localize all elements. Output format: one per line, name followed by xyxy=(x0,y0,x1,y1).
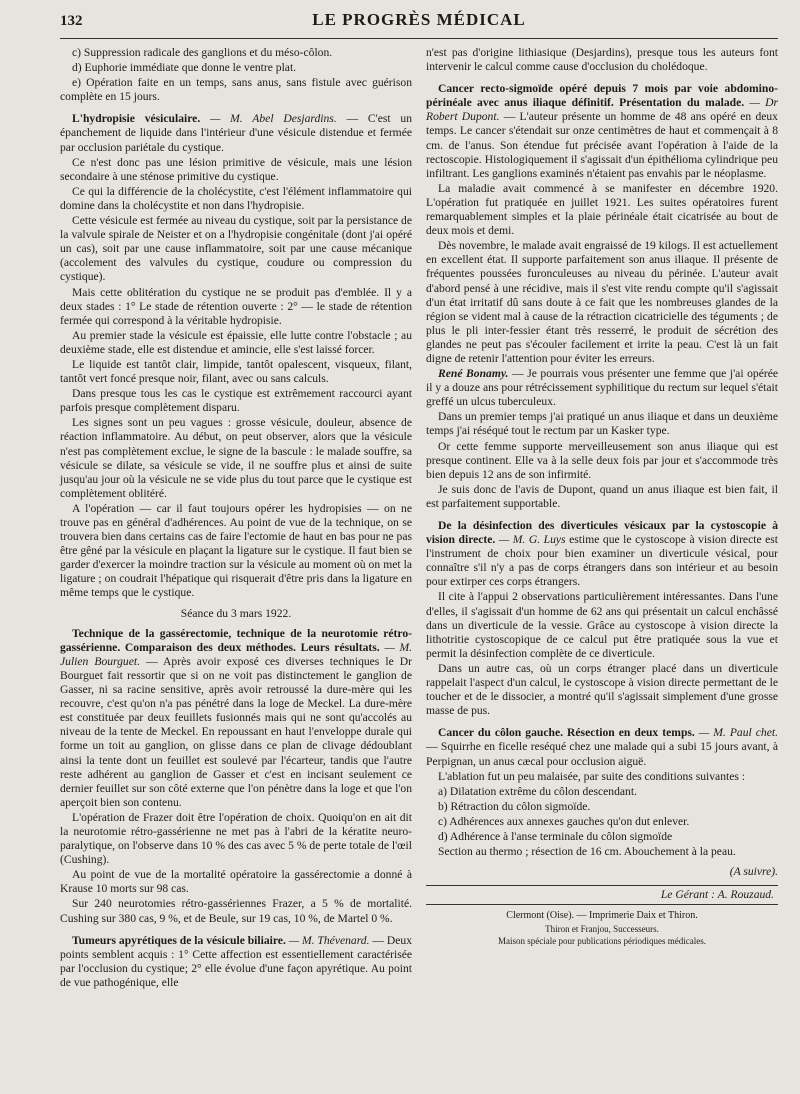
left-column xyxy=(60,46,412,991)
two-column-body xyxy=(60,46,778,991)
article-cancer-recto-sigmoide: Cancer recto-sigmoïde opéré depuis 7 mois par voie abdomino-périnéale avec anus iliaque définitif. Présentation du malade. — Dr Robert Dupont. — L'auteur présente un homme de 48 ans opéré en deux temps. Le cancer s'étendait sur onze centimètres de haut et commençait à 8 cm. de l'anus. Son étendue fut précisée avant l'opération à l'aide de la rectoscopie. Histologiquement il s'agissait d'un épithélioma cylindrique peu infiltrant. Les ganglions examinés n'étaient pas envahis par le néoplasme. xyxy=(426,82,779,180)
paragraph: Ce qui la différencie de la cholécystite, c'est l'élément inflammatoire qui domine dans la cholécystite et non dans l'hydropisie. xyxy=(60,184,412,212)
section-heading: L'hydropisie vésiculaire. xyxy=(72,112,201,126)
list-item: c) Suppression radicale des ganglions et du méso-côlon. xyxy=(72,46,333,59)
author: — M. Abel Desjardins. xyxy=(210,112,337,126)
seance-date: Séance du 3 mars 1922. xyxy=(180,606,292,620)
author: — M. Paul chet. xyxy=(698,726,778,740)
article-gasserectomie: Technique de la gassérectomie, technique de la neurotomie rétro-gassérienne. Comparaison des deux méthodes. Leurs résultats. — M. Julien Bourguet. — Après avoir exposé ces diverses techniques le Dr Bourguet fait ressortir que si on ne voit pas distinctement le ganglion de Gasser, ni sa racine sensitive, après avoir retroussé la dure-mère qui les recouvre, c'est qu'on n'a pas pénétré dans la loge de Meckel. La dure-mère est constituée par deux feuillets fusionnés mais qui ne sont qu'accolés au niveau de la tente de Meckel. En repoussant en haut l'enveloppe durale qui forme un toit au ganglion, on glisse dans ce plan de clivage dédoublant ainsi la tente dont un feuillet est soulevé par l'écarteur, tandis que l'autre reste adhérent au ganglion de Gasser et c'est en incisant seulement ce dernier feuillet sur son côté externe que l'on pénètre dans la loge et que l'on aperçoit bien son contenu. xyxy=(60,626,413,809)
page-number: 132 xyxy=(60,13,83,29)
paragraph: Ce n'est donc pas une lésion primitive de vésicule, mais une lésion secondaire à une sténose primitive du cystique. xyxy=(60,155,412,183)
imprint-line: Clermont (Oise). — Imprimerie Daix et Thiron. xyxy=(506,910,698,922)
paragraph: L'opération de Frazer doit être l'opération de choix. Quoiqu'on en ait dit la neurotomie rétro-gassérienne ne met pas à l'abri de la kératite neuro-paralytique, on l'observe dans 10 % des cas avec 5 % de perte totale de l'œil (Cushing). xyxy=(60,810,412,867)
paragraph: Cette vésicule est fermée au niveau du cystique, soit par la persistance de la valvule spirale de Neister et on a l'hydropisie congénitale (dont j'ai opéré un cas), soit par une cause inflammatoire, soit par une cause mécanique (accolement des valvules du cystique, coudure ou compression du cystique). xyxy=(60,214,412,284)
paragraph: Or cette femme supporte merveilleusement son anus iliaque qui est presque continent. Elle va à la selle deux fois par jour et s'accommode très bien depuis 12 ans de son infirmité. xyxy=(426,439,778,481)
paragraph: Mais cette oblitération du cystique ne se produit pas d'emblée. Il y a deux stades : 1° Le stade de rétention ouverte : 2° — le stade de rétention fermée qui correspond à la véritable hydropisie. xyxy=(60,285,412,327)
section-heading: Tumeurs apyrétiques de la vésicule biliaire. xyxy=(72,933,286,947)
author: — M. Thévenard. xyxy=(288,933,370,947)
imprint-line: Maison spéciale pour publications périodiques médicales. xyxy=(498,936,706,947)
author: — Dr Robert Dupont. xyxy=(426,96,779,124)
paragraph: Dès novembre, le malade avait engraissé de 19 kilogs. Il est actuellement en excellent état. Il supporte parfaitement son anus iliaque. Il présente de fréquentes poussées furonculeuses au niveau du périnée. L'auteur avait d'abord pensé à une récidive, mais il s'est vite rendu compte qu'il s'agissait d'un état irritatif dû sans doute à ce fait que les nombreuses glandes de la région se vident mal à cause de la rétraction cicatricielle des téguments ; de plus le pli inter-fessier étant très resserré, le produit de sécrétion des glandes ne peut pas s'écouler facilement et irrite la peau. C'est là un fait digne de retenir l'attention pour éviter les erreurs. xyxy=(426,239,778,365)
paragraph: A l'opération — car il faut toujours opérer les hydropisies — on ne trouve pas en général d'adhérences. Au point de vue de la technique, on se trouvera bien dans certains cas de faire l'ectomie de haut en bas pour ne pas être gêné par la vésicule en plaçant la ligature sur le cystique. Il faut bien se garder d'exercer la moindre traction sur la vésicule au moment où on met la ligature ; on coudrait l'hépatique qui risquerait d'être pris dans la ligature en même temps que le cystique. xyxy=(60,501,412,600)
paragraph: Dans un autre cas, où un corps étranger placé dans un diverticule rappelait l'aspect d'un calcul, le cystoscope à vision directe permettant de le toucher et de le dissocier, a montré qu'il s'agissait simplement d'une grosse masse de pus. xyxy=(426,661,778,718)
paragraph: Le liquide est tantôt clair, limpide, tantôt opalescent, visqueux, filant, tantôt vert foncé presque noir, filant, avec ou sans calculs. xyxy=(60,357,412,386)
article-tumeurs: Tumeurs apyrétiques de la vésicule biliaire. — M. Thévenard. — Deux points semblent acquis : 1° Cette affection est essentiellement caractérisée par l'occlusion du cystique; 2° elle évolue d'une façon apyrétique. Au point de vue pathogénique, elle xyxy=(60,933,412,989)
paragraph: n'est pas d'origine lithiasique (Desjardins), presque tous les auteurs font intervenir le calcul comme cause d'occlusion du cholédoque. xyxy=(426,46,778,74)
paragraph: Sur 240 neurotomies rétro-gassériennes Frazer, a 5 % de mortalité. Cushing sur 380 cas, 9 %, et de Beule, sur 19 cas, 10 %, de Martel 0 %. xyxy=(60,897,412,925)
conditions-list xyxy=(426,785,778,844)
imprint xyxy=(426,910,778,948)
list-item: e) Opération faite en un temps, sans anus, sans fistule avec guérison complète en 15 jours. xyxy=(60,76,412,104)
section-heading: Cancer recto-sigmoïde opéré depuis 7 mois par voie abdomino-périnéale avec anus iliaque définitif. Présentation du malade. xyxy=(426,82,778,110)
article-desinfection: De la désinfection des diverticules vésicaux par la cystoscopie à vision directe. — M. G. Luys estime que le cystoscope à vision directe est l'instrument de choix pour bien examiner un diverticule vésical, pour connaître s'il n'y a pas de corps étrangers dans son intérieur et au besoin pour extirper ces corps étrangers. xyxy=(426,519,779,589)
list-item: d) Euphorie immédiate que donne le ventre plat. xyxy=(72,61,297,75)
paragraph: Dans un premier temps j'ai pratiqué un anus iliaque et dans un deuxième temps j'ai réséqué tout le rectum par un Kasker type. xyxy=(426,410,778,438)
section-heading: Technique de la gassérectomie, technique de la neurotomie rétro-gassérienne. Comparaison des deux méthodes. Leurs résultats. xyxy=(60,626,412,654)
paragraph: La maladie avait commencé à se manifester en décembre 1920. L'opération fut pratiquée en juillet 1921. Les suites opératoires furent remarquablement simples et la plaie périnéale était cicatrisée au bout de deux mois et demi. xyxy=(426,181,778,238)
author: René Bonamy. xyxy=(438,367,509,381)
intervention-bonamy: René Bonamy. — Je pourrais vous présenter une femme que j'ai opérée il y a douze ans pour rétrécissement syphilitique du rectum sur lequel s'était greffé un ulcus tuberculeux. xyxy=(426,367,778,409)
gerant-line: Le Gérant : A. Rouzaud. xyxy=(426,885,778,905)
right-column xyxy=(426,46,778,991)
author: — M. Julien Bourguet. xyxy=(60,640,413,668)
section-heading: De la désinfection des diverticules vésicaux par la cystoscopie à vision directe. xyxy=(426,519,778,547)
section-heading: Cancer du côlon gauche. Résection en deux temps. xyxy=(438,726,695,740)
list-item: c) Adhérences aux annexes gauches qu'on dut enlever. xyxy=(438,814,690,828)
list-item: b) Rétraction du côlon sigmoïde. xyxy=(438,799,591,813)
paragraph: Il cite à l'appui 2 observations particulièrement intéressantes. Dans l'une d'elles, il s'agissait d'un homme de 62 ans qui présentait un calcul enchâssé dans un diverticule de la vessie. Grâce au cystoscope à vision directe la lithotritie cystoscopique de ce calcul put être pratiquée sous la vue et permit la désinfection complète de ce diverticule. xyxy=(426,590,778,660)
paragraph: Au point de vue de la mortalité opératoire la gassérectomie a donné à Krause 10 morts sur 98 cas. xyxy=(60,868,412,896)
imprint-line: Thiron et Franjou, Successeurs. xyxy=(545,923,659,934)
list-item: a) Dilatation extrême du côlon descendant. xyxy=(438,784,637,798)
paragraph: Dans presque tous les cas le cystique est extrêmement raccourci ayant parfois presque complètement disparu. xyxy=(60,387,412,415)
list-item: d) Adhérence à l'anse terminale du côlon sigmoïde xyxy=(438,829,673,843)
paragraph: Au premier stade la vésicule est épaissie, elle lutte contre l'obstacle ; au deuxième stade, elle est distendue et amincie, elle s'est laissé forcer. xyxy=(60,328,412,356)
author: — M. G. Luys xyxy=(498,533,566,547)
a-suivre: (A suivre). xyxy=(729,865,778,879)
article-hydropisie: L'hydropisie vésiculaire. — M. Abel Desjardins. — C'est un épanchement de liquide dans l'intérieur d'une vésicule distendue et fermée par occlusion pariétale du cystique. xyxy=(60,112,413,154)
journal-title: LE PROGRÈS MÉDICAL xyxy=(312,10,526,29)
paragraph: Je suis donc de l'avis de Dupont, quand un anus iliaque est bien fait, il est parfaitement supportable. xyxy=(426,482,778,510)
paragraph: Section au thermo ; résection de 16 cm. Abouchement à la peau. xyxy=(438,845,736,859)
page-header xyxy=(60,10,778,39)
paragraph: Les signes sont un peu vagues : grosse vésicule, douleur, absence de réaction inflammatoire. Au début, on peut observer, alors que la vésicule n'est pas complètement exclue, le signe de la bascule : le malade souffre, sa vésicule se dilate, sa vésicule se vide, il ne souffre plus et ainsi de suite jusqu'au jour où la vésicule ne se vide plus du tout parce que le cystique est complètement oblitéré. xyxy=(60,416,412,500)
article-colon: Cancer du côlon gauche. Résection en deux temps. — M. Paul chet. — Squirrhe en ficelle reséqué chez une malade qui a subi 15 jours avant, à Perpignan, un anus cæcal pour occlusion aiguë. xyxy=(426,726,778,768)
paragraph: L'ablation fut un peu malaisée, par suite des conditions suivantes : xyxy=(438,769,745,783)
